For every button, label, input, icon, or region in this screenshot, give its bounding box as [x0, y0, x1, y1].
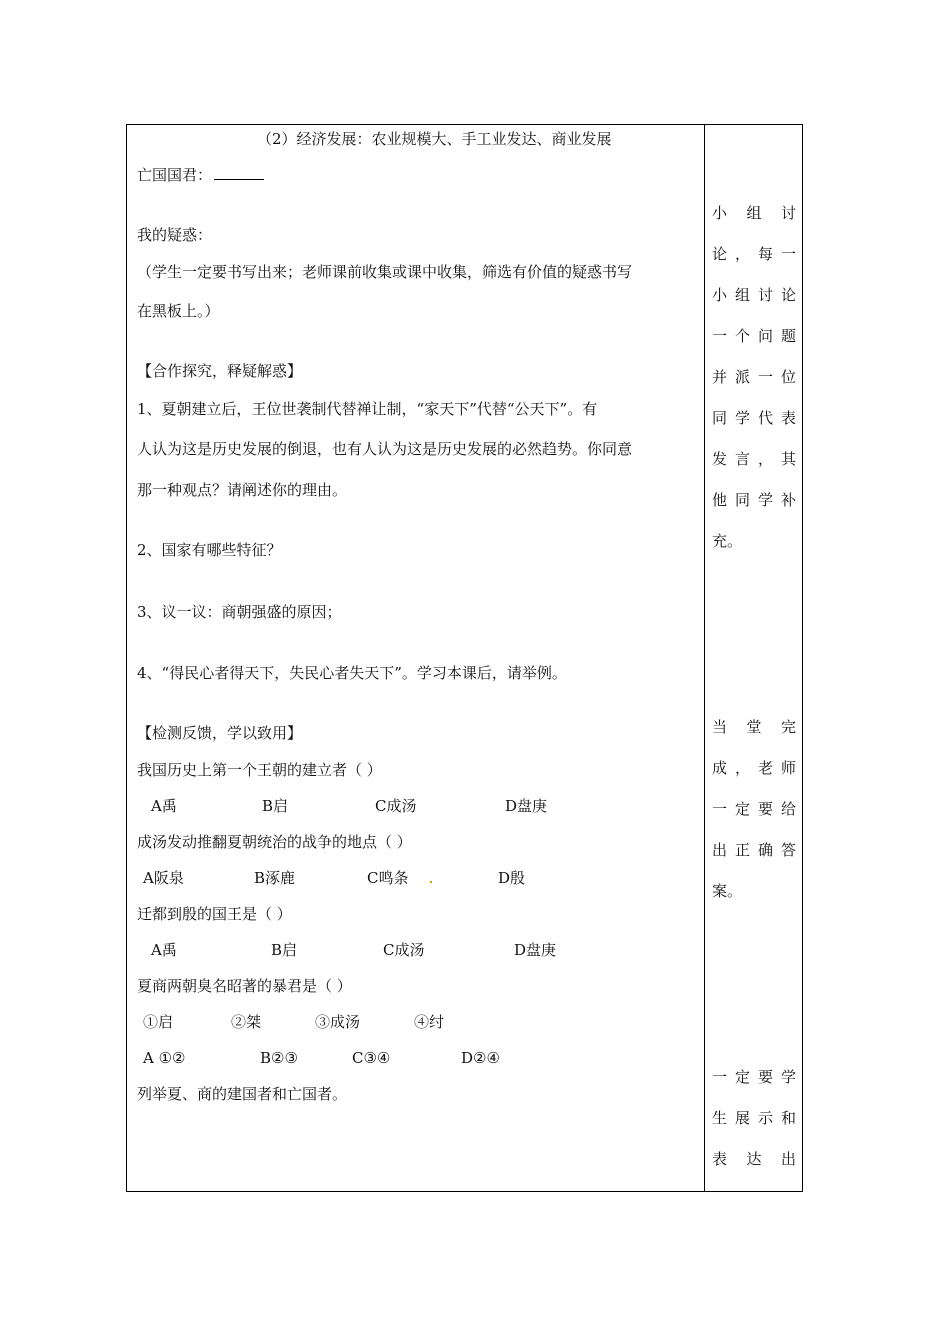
mc3-option-d[interactable]: D盘庚 [514, 941, 557, 959]
test-title: 【检测反馈，学以致用】 [137, 724, 303, 742]
last-ruler-blank[interactable] [214, 165, 264, 180]
mc4-question: 夏商两朝臭名昭著的暴君是（ ） [137, 977, 352, 995]
side-note-1-end: 充。 [712, 532, 743, 550]
q1-line-3: 那一种观点？请阐述你的理由。 [137, 481, 348, 499]
economy-line: （2）经济发展：农业规模大、手工业发达、商业发展 [257, 130, 612, 148]
mc3-option-a[interactable]: A禹 [151, 941, 177, 959]
mc1-option-b[interactable]: B启 [262, 797, 289, 815]
side-note-2-line-4: 出正确答 [712, 841, 796, 859]
doubts-note-1: （学生一定要书写出来；老师课前收集或课中收集，筛选有价值的疑惑书写 [137, 263, 633, 281]
doubts-title: 我的疑惑： [137, 226, 213, 244]
column-divider [704, 125, 705, 1191]
mc2-option-c[interactable]: C鸣条 [367, 869, 409, 887]
lesson-table [126, 124, 803, 1192]
side-note-1-line-6: 同学代表 [712, 409, 796, 427]
mc4-item-4: ④纣 [414, 1013, 445, 1031]
mc4-item-2: ②桀 [231, 1013, 262, 1031]
doubts-note-2: 在黑板上。） [137, 302, 220, 320]
mc2-option-a[interactable]: A阪泉 [143, 869, 184, 887]
mc1-question: 我国历史上第一个王朝的建立者（ ） [137, 761, 382, 779]
mc4-item-3: ③成汤 [315, 1013, 361, 1031]
mc1-option-a[interactable]: A禹 [151, 797, 177, 815]
side-note-1-line-3: 小组讨论 [712, 286, 796, 304]
side-note-3-line-1: 一定要学 [712, 1068, 796, 1086]
last-ruler-line [137, 165, 264, 185]
side-note-1-line-7: 发言，其 [712, 450, 796, 468]
coop-title: 【合作探究，释疑解惑】 [137, 362, 303, 380]
side-note-1-line-2: 论，每一 [712, 245, 796, 263]
side-note-2-line-3: 一定要给 [712, 800, 796, 818]
q2: 2、国家有哪些特征？ [137, 541, 282, 559]
mc2-option-d[interactable]: D殷 [498, 869, 526, 887]
q3: 3、议一议：商朝强盛的原因； [137, 603, 342, 621]
mc4-option-a[interactable]: A ①② [143, 1049, 186, 1067]
side-note-2-end: 案。 [712, 882, 743, 900]
side-note-3-line-2: 生展示和 [712, 1109, 796, 1127]
mc4-item-1: ①启 [143, 1013, 174, 1031]
mc2-option-b[interactable]: B涿鹿 [254, 869, 296, 887]
side-note-1-line-5: 并派一位 [712, 368, 796, 386]
last-ruler-label: 亡国国君： [137, 166, 213, 184]
q1-line-2: 人认为这是历史发展的倒退，也有人认为这是历史发展的必然趋势。你同意 [137, 440, 633, 458]
mc1-option-c[interactable]: C成汤 [375, 797, 417, 815]
q4: 4、“得民心者得天下，失民心者失天下”。学习本课后，请举例。 [137, 664, 567, 682]
side-note-1-line-1: 小 组 讨 [712, 204, 796, 222]
side-note-3-line-3: 表 达 出 [712, 1150, 796, 1168]
mc1-option-d[interactable]: D盘庚 [505, 797, 548, 815]
mc3-option-b[interactable]: B启 [271, 941, 298, 959]
stray-dot [430, 881, 432, 883]
q1-line-1: 1、夏朝建立后，王位世袭制代替禅让制，“家天下”代替“公天下”。有 [137, 400, 598, 418]
mc4-option-b[interactable]: B②③ [260, 1049, 298, 1067]
mc3-option-c[interactable]: C成汤 [383, 941, 425, 959]
mc4-option-c[interactable]: C③④ [352, 1049, 391, 1067]
mc2-question: 成汤发动推翻夏朝统治的战争的地点（ ） [137, 833, 412, 851]
side-note-2-line-1: 当 堂 完 [712, 718, 796, 736]
mc4-option-d[interactable]: D②④ [461, 1049, 500, 1067]
mc3-question: 迁都到殷的国王是（ ） [137, 905, 292, 923]
side-note-1-line-8: 他同学补 [712, 491, 796, 509]
list-task: 列举夏、商的建国者和亡国者。 [137, 1085, 348, 1103]
side-note-2-line-2: 成，老师 [712, 759, 796, 777]
side-note-1-line-4: 一个问题 [712, 327, 796, 345]
